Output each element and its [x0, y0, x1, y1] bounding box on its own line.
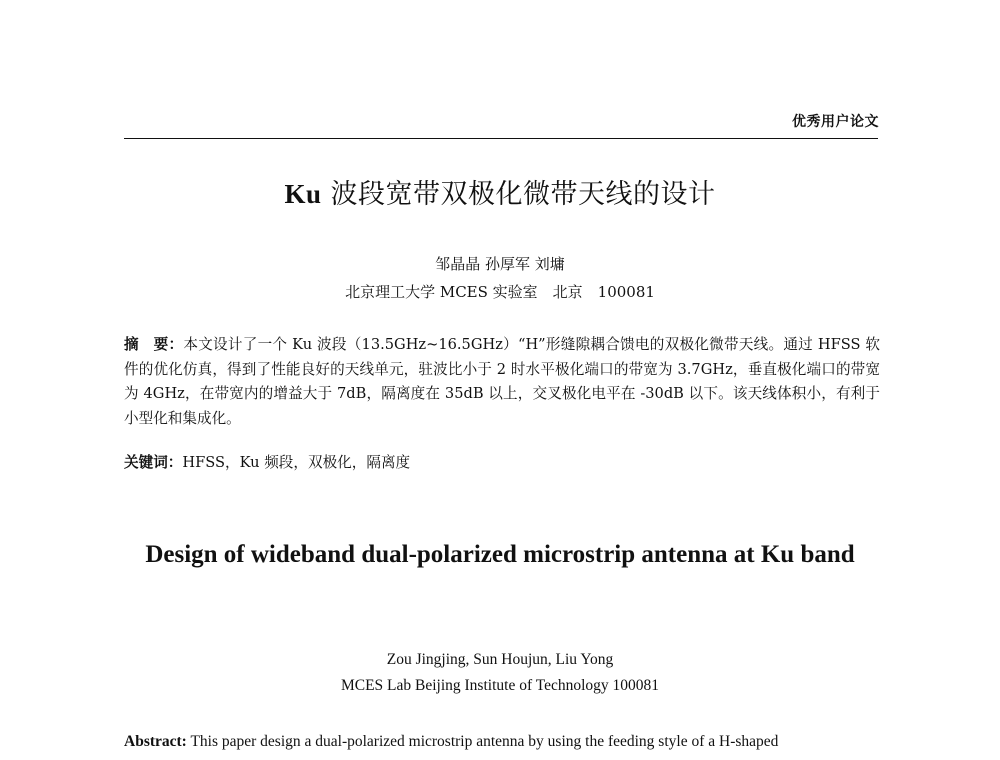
journal-section-tag: 优秀用户论文: [792, 114, 879, 130]
title-chinese-prefix: Ku: [284, 179, 322, 209]
affiliation-chinese: 北京理工大学 MCES 实验室 北京 100081: [345, 283, 655, 301]
abstract-english-label: Abstract:: [124, 733, 187, 750]
title-chinese: [0, 172, 1000, 211]
title-chinese-rest: 波段宽带双极化微带天线的设计: [321, 179, 716, 210]
keywords-chinese-text: HFSS，Ku 频段，双极化，隔离度: [182, 454, 411, 471]
keywords-chinese: [124, 451, 880, 472]
abstract-english-text: This paper design a dual-polarized microstrip antenna by using the feeding style of a H-shaped: [186, 733, 779, 750]
abstract-chinese-text: 本文设计了一个 Ku 波段（13.5GHz~16.5GHz）“H”形缝隙耦合馈电的双极化微带天线。通过 HFSS 软件的优化仿真，得到了性能良好的天线单元，驻波比小于 2 时水平极化端口的带宽为 3.7GHz，垂直极化端口的带宽为 4GHz，在带宽内的增益大于 7dB，隔离度在 35dB 以上，交叉极化电平在 -30dB 以下。该天线体积小，有利于小型化和集成化。: [124, 336, 880, 427]
title-english: Design of wideband dual-polarized microstrip antenna at Ku band: [145, 541, 855, 568]
authors-chinese: 邹晶晶 孙厚军 刘墉: [435, 255, 565, 273]
header-rule: [124, 138, 878, 139]
abstract-english: [124, 733, 884, 751]
affiliation-english: MCES Lab Beijing Institute of Technology 100081: [340, 677, 660, 694]
authors-english: Zou Jingjing, Sun Houjun, Liu Yong: [386, 651, 614, 668]
keywords-chinese-label: 关键词：: [124, 454, 183, 471]
abstract-chinese-label: 摘 要：: [124, 336, 184, 353]
abstract-chinese: [124, 333, 880, 431]
